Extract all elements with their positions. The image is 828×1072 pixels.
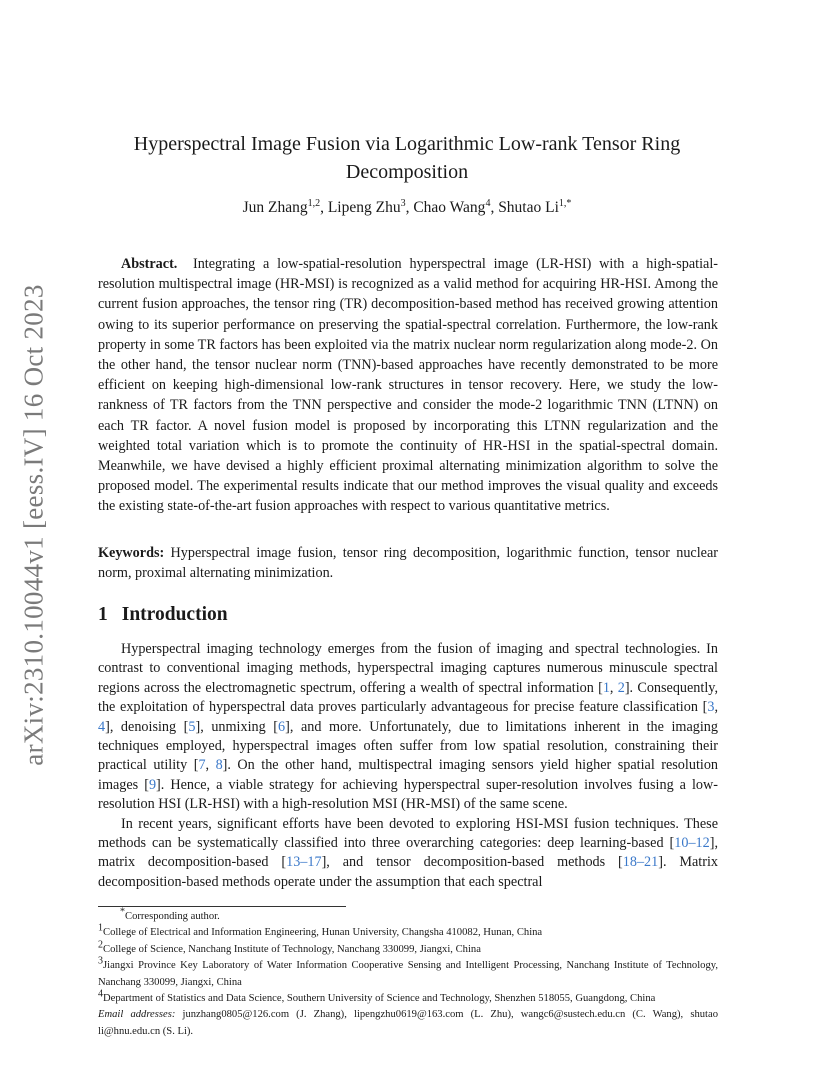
abstract-text: Integrating a low-spatial-resolution hyperspectral image (LR-HSI) with a high-spatial-resolution multispectral image (HR-MSI) is recognized as a valid method for acquiring HR-HSI. Among the current fusion approaches, the tensor ring (TR) decomposition-based method has received growing attention owing to its superior performance on preserving the spatial-spectral correlation. Furthermore, the low-rank property in some TR factors has been exploited via the matrix nuclear norm regularization along mode-2. On the other hand, the tensor nuclear norm (TNN)-based approaches have recently demonstrated to be more efficient on keeping high-dimensional low-rank structures in tensor recovery. Here, we study the low-rankness of TR factors from the TNN perspective and consider the mode-2 logarithmic TNN (LTNN) on each TR factor. A novel fusion model is proposed by incorporating this LTNN regularization and the weighted total variation which is to promote the continuity of HR-HSI in the spatial-spectral domain. Meanwhile, we have devised a highly efficient proximal alternating minimization algorithm to solve the proposed model. The experimental results indicate that our method improves the visual quality and exceeds the existing state-of-the-art fusion approaches with respect to various quantitative metrics. <box>98 256 718 515</box>
intro-text: ], and tensor decomposition-based methods [ <box>321 854 623 871</box>
intro-text: ], matrix decomposition-based [ <box>98 835 718 871</box>
citation-link[interactable]: 18–21 <box>622 854 659 871</box>
citation-link[interactable]: 9 <box>148 776 157 793</box>
email-addresses[interactable]: junzhang0805@126.com (J. Zhang), lipengzhu0619@163.com (L. Zhu), wangc6@sustech.edu.cn (C. Wang), shutao li@hnu.edu.cn (S. Li). <box>98 1009 718 1037</box>
intro-text: ]. Hence, a viable strategy for achieving hyperspectral super-resolution involves fusing a low-resolution HSI (LR-HSI) with a high-resolution MSI (HR-MSI) of the same scene. <box>98 776 718 813</box>
footnote-affiliation <box>98 955 718 991</box>
footnote-emails <box>98 1007 718 1040</box>
intro-text: ]. Matrix decomposition-based methods operate under the assumption that each spectral <box>98 854 719 890</box>
footnote-text: Corresponding author. <box>125 911 220 922</box>
author-list: Jun Zhang$^{1,2}$, Lipeng Zhu$^3$, Chao Wang$^4$, Shutao $Li^{1,*}$ <box>242 197 572 216</box>
intro-text: ]. On the other hand, multispectral imaging sensors yield higher spatial resolution images [ <box>98 757 719 793</box>
author-name: Lipeng Zhu <box>327 199 401 216</box>
author-affiliation-mark: 1,2 <box>307 197 321 209</box>
footnote-text: College of Science, Nanchang Institute of Technology, Nanchang 330099, Jiangxi, China <box>103 943 481 955</box>
footnote-text: College of Electrical and Information Engineering, Hunan University, Changsha 410082, Hunan, China <box>103 927 543 939</box>
keywords <box>98 543 718 583</box>
citation-link[interactable]: 4 <box>98 718 106 735</box>
citation-link[interactable]: 8 <box>215 757 223 774</box>
footnote-mark: * <box>120 906 125 918</box>
citation-link[interactable]: 2 <box>617 679 625 696</box>
citation-link[interactable]: 1 <box>602 679 610 696</box>
author-name: Chao Wang <box>413 199 486 216</box>
footnote-text: Department of Statistics and Data Science, Southern University of Science and Technology, Shenzhen 518055, Guangdong, China <box>103 993 656 1005</box>
footnote-corresponding <box>98 906 718 925</box>
footnote-mark: 2 <box>98 939 103 951</box>
arxiv-identifier-stamp <box>14 284 54 766</box>
arxiv-stamp-text: arXiv:2310.10044v1 [eess.IV] 16 Oct 2023 <box>18 284 49 766</box>
abstract <box>98 254 718 517</box>
section-heading <box>98 604 228 626</box>
abstract-label: Abstract. <box>121 256 178 272</box>
section-title: Introduction <box>121 604 228 625</box>
citation-link[interactable]: 10–12 <box>674 835 710 852</box>
keywords-label: Keywords: <box>98 545 165 561</box>
paper-title: Hyperspectral Image Fusion via Logarithmic Low-rank Tensor Ring Decomposition <box>133 133 681 183</box>
footnote-mark: 4 <box>98 988 103 1000</box>
intro-paragraph <box>98 640 718 815</box>
citation-link[interactable]: 6 <box>278 718 286 735</box>
footnotes <box>98 906 718 1040</box>
intro-text: ], unmixing [ <box>195 718 279 735</box>
intro-text: In recent years, significant efforts have been devoted to exploring HSI-MSI fusion techniques. These methods can be systematically classified into three overarching categories: deep learning-based [ <box>98 815 718 852</box>
intro-text: , <box>714 699 718 716</box>
footnote-mark: 1 <box>98 922 103 934</box>
introduction-body <box>98 640 718 892</box>
citation-link[interactable]: 5 <box>188 718 196 735</box>
author-name: Shutao Li <box>498 199 559 216</box>
author-affiliation-mark: 4 <box>485 197 491 209</box>
author-name: Jun Zhang <box>242 199 308 216</box>
intro-text: , <box>609 679 618 696</box>
footnote-affiliation <box>98 939 718 958</box>
intro-text: ], and more. Unfortunately, due to limitations inherent in the imaging techniques employed, hyperspectral images often suffer from low spatial resolution, constraining their practical utility [ <box>98 718 718 774</box>
footnote-text: Jiangxi Province Key Laboratory of Water Information Cooperative Sensing and Intelligent Processing, Nanchang Institute of Technology, Nanchang 330099, Jiangxi, China <box>98 960 718 988</box>
intro-text: , <box>205 757 216 774</box>
citation-link[interactable]: 13–17 <box>286 854 322 871</box>
author-affiliation-mark: 1,* <box>558 197 572 209</box>
keywords-text: Hyperspectral image fusion, tensor ring decomposition, logarithmic function, tensor nuclear norm, proximal alternating minimization. <box>98 545 718 582</box>
email-label: Email addresses: <box>98 1009 176 1021</box>
intro-paragraph <box>98 815 718 893</box>
intro-text: Hyperspectral imaging technology emerges from the fusion of imaging and spectral technologies. In contrast to conventional imaging methods, hyperspectral imaging captures numerous minuscule spectral regions across the electromagnetic spectrum, offering a wealth of spectral information [ <box>98 641 718 696</box>
footnote-affiliation <box>98 988 718 1007</box>
author-affiliation-mark: 3 <box>400 197 406 209</box>
footnote-divider <box>98 906 346 907</box>
citation-link[interactable]: 7 <box>198 757 206 774</box>
intro-text: ], denoising [ <box>105 718 189 735</box>
citation-link[interactable]: 3 <box>707 699 715 716</box>
intro-text: ]. Consequently, the exploitation of hyperspectral data proves particularly advantageous for precise feature classification [ <box>98 679 718 716</box>
footnote-mark: 3 <box>98 955 103 967</box>
footnote-affiliation <box>98 922 718 941</box>
section-number: 1 <box>98 604 108 625</box>
